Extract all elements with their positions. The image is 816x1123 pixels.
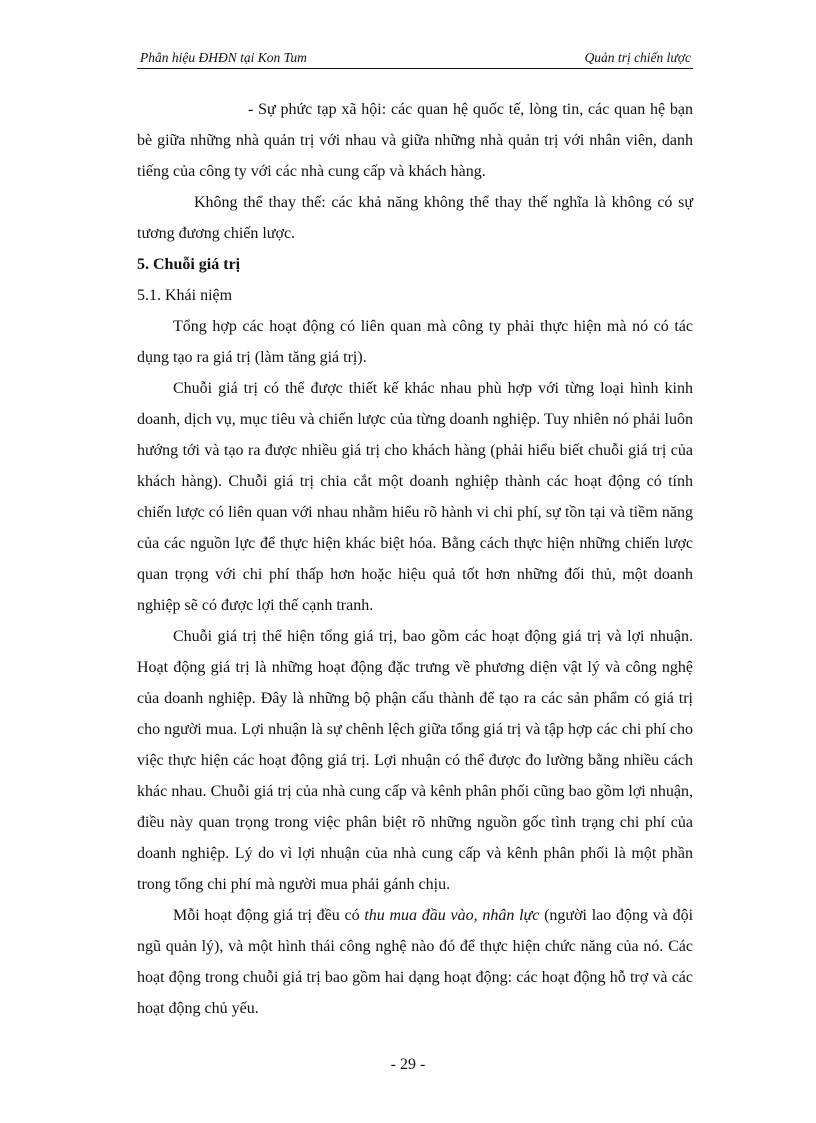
page-number: - 29 - [390, 1056, 426, 1073]
paragraph-text-end: (người lao động và đội ngũ quản lý), và một hình thái công nghệ nào đó để thực hiện chức năng của nó. Các hoạt động trong chuỗi giá trị bao gồm hai dạng hoạt động: các hoạt động hỗ trợ và các hoạt động chủ yếu. [137, 907, 694, 1017]
paragraph-definition: Tổng hợp các hoạt động có liên quan mà công ty phải thực hiện mà nó có tác dụng tạo ra giá trị (làm tăng giá trị). [137, 318, 693, 366]
paragraph-text-start: Mỗi hoạt động giá trị đều có [173, 907, 365, 924]
subsection-heading: 5.1. Khái niệm [137, 287, 233, 304]
paragraph-value-chain-design: Chuỗi giá trị có thể được thiết kế khác nhau phù hợp với từng loại hình kinh doanh, dịch vụ, mục tiêu và chiến lược của từng doanh nghiệp. Tuy nhiên nó phải luôn hướng tới và tạo ra được nhiều giá trị cho khách hàng (phải hiểu biết chuỗi giá trị của khách hàng). Chuỗi giá trị chia cắt một doanh nghiệp thành các hoạt động có tính chiến lược có liên quan với nhau nhằm hiểu rõ hành vi chi phí, sự tồn tại và tiềm năng của các nguồn lực để thực hiện khác biệt hóa. Bằng cách thực hiện những chiến lược quan trọng với chi phí thấp hơn hoặc hiệu quả tốt hơn những đối thủ, một doanh nghiệp sẽ có được lợi thế cạnh tranh. [137, 380, 693, 614]
paragraph-non-substitutable: Không thể thay thế: các khả năng không thể thay thế nghĩa là không có sự tương đương chiến lược. [137, 194, 693, 242]
paragraph-value-activities [137, 900, 693, 1024]
page-content [137, 94, 693, 1024]
section-heading: 5. Chuỗi giá trị [137, 256, 241, 273]
header-institution: Phân hiệu ĐHĐN tại Kon Tum [140, 50, 307, 65]
paragraph-total-value: Chuỗi giá trị thể hiện tổng giá trị, bao gồm các hoạt động giá trị và lợi nhuận. Hoạt động giá trị là những hoạt động đặc trưng về phương diện vật lý và công nghệ của doanh nghiệp. Đây là những bộ phận cấu thành để tạo ra các sản phẩm có giá trị cho người mua. Lợi nhuận là sự chênh lệch giữa tổng giá trị và tập hợp các chi phí cho việc thực hiện các hoạt động giá trị. Lợi nhuận có thể được đo lường bằng nhiều cách khác nhau. Chuỗi giá trị của nhà cung cấp và kênh phân phối cũng bao gồm lợi nhuận, điều này quan trọng trong việc phân biệt rõ những nguồn gốc tình trạng chi phí của doanh nghiệp. Lý do vì lợi nhuận của nhà cung cấp và kênh phân phối là một phần trong tổng chi phí mà người mua phải gánh chịu. [137, 628, 693, 893]
header-course-title: Quản trị chiến lược [584, 50, 691, 65]
page-header [137, 47, 693, 69]
italic-term: thu mua đầu vào, nhân lực [364, 907, 540, 924]
paragraph-social-complexity: - Sự phức tạp xã hội: các quan hệ quốc tế, lòng tin, các quan hệ bạn bè giữa những nhà quản trị với nhau và giữa những nhà quản trị với nhân viên, danh tiếng của công ty với các nhà cung cấp và khách hàng. [137, 101, 693, 180]
